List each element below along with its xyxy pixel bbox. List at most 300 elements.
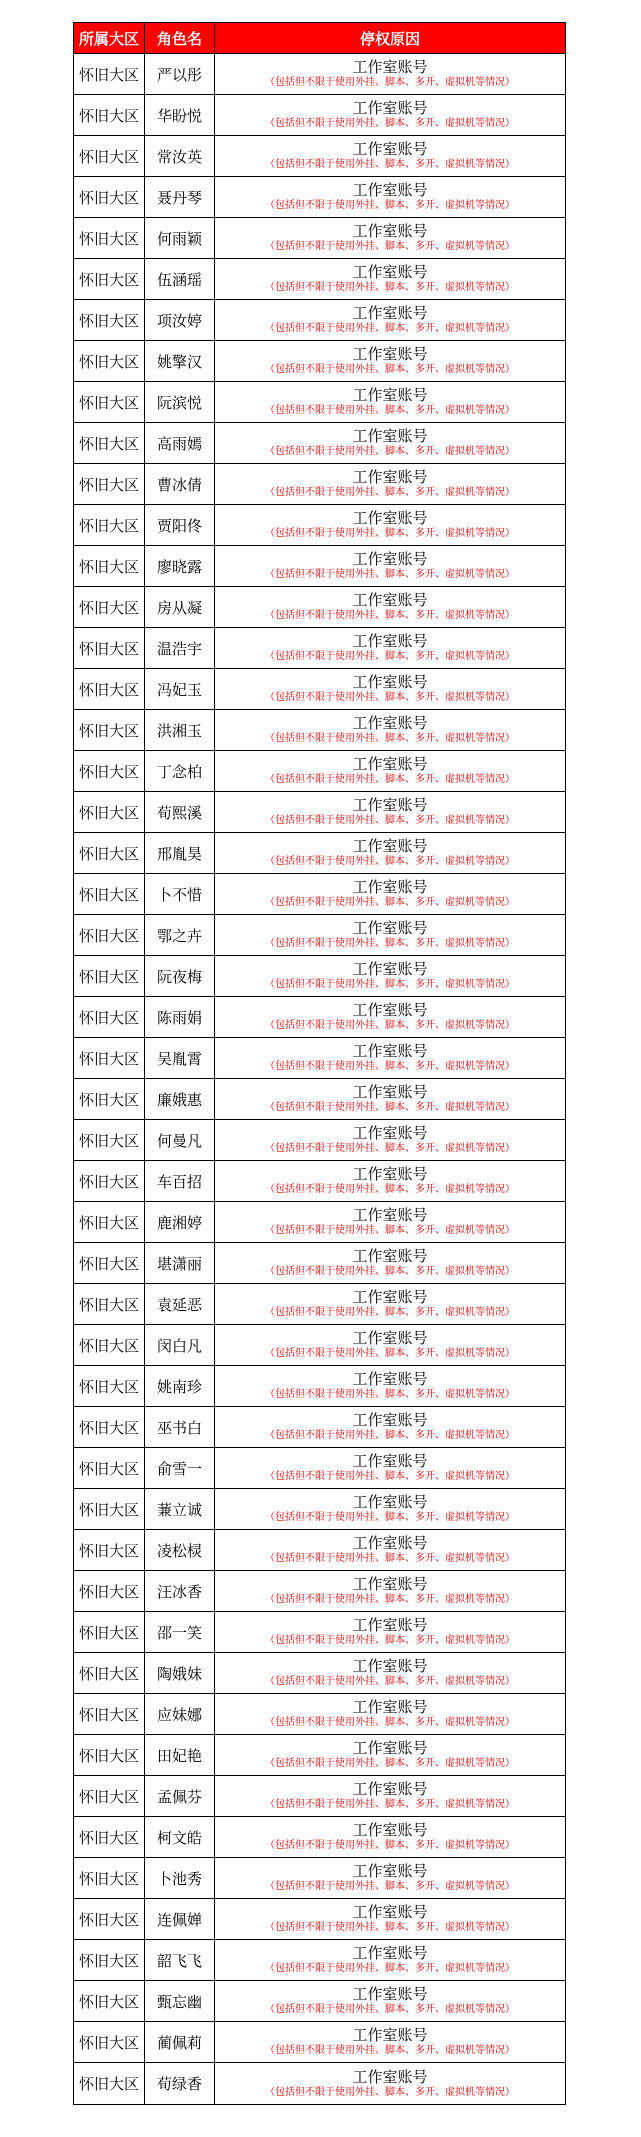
ban-reason-cell xyxy=(215,792,566,833)
character-name-cell: 蔺佩莉 xyxy=(145,2022,215,2063)
server-cell: 怀旧大区 xyxy=(74,1899,145,1940)
table-row xyxy=(74,1120,566,1161)
ban-reason-main: 工作室账号 xyxy=(352,1124,428,1142)
ban-reason-main: 工作室账号 xyxy=(352,1575,428,1593)
ban-reason-cell xyxy=(215,1079,566,1120)
ban-reason-cell xyxy=(215,1940,566,1981)
table-row xyxy=(74,956,566,997)
server-cell: 怀旧大区 xyxy=(74,505,145,546)
table-row xyxy=(74,1284,566,1325)
table-row xyxy=(74,997,566,1038)
character-name-cell: 陈雨娟 xyxy=(145,997,215,1038)
ban-reason-note: （包括但不限于使用外挂、脚本、多开、虚拟机等情况） xyxy=(265,446,515,457)
ban-reason-note: （包括但不限于使用外挂、脚本、多开、虚拟机等情况） xyxy=(265,938,515,949)
ban-reason-note: （包括但不限于使用外挂、脚本、多开、虚拟机等情况） xyxy=(265,1717,515,1728)
ban-reason-main: 工作室账号 xyxy=(352,1411,428,1429)
character-name-cell: 项汝婷 xyxy=(145,300,215,341)
ban-reason-note: （包括但不限于使用外挂、脚本、多开、虚拟机等情况） xyxy=(265,651,515,662)
server-cell: 怀旧大区 xyxy=(74,792,145,833)
ban-reason-cell xyxy=(215,1366,566,1407)
ban-reason-note: （包括但不限于使用外挂、脚本、多开、虚拟机等情况） xyxy=(265,2045,515,2056)
character-name-cell: 姚擎汉 xyxy=(145,341,215,382)
ban-reason-cell xyxy=(215,956,566,997)
character-name-cell: 邵一笑 xyxy=(145,1612,215,1653)
table-row xyxy=(74,1325,566,1366)
ban-reason-cell xyxy=(215,1243,566,1284)
ban-reason-main: 工作室账号 xyxy=(352,1657,428,1675)
server-cell: 怀旧大区 xyxy=(74,1120,145,1161)
character-name-cell: 贾阳佟 xyxy=(145,505,215,546)
server-cell: 怀旧大区 xyxy=(74,833,145,874)
ban-reason-cell xyxy=(215,546,566,587)
server-cell: 怀旧大区 xyxy=(74,1858,145,1899)
ban-reason-cell xyxy=(215,2063,566,2105)
ban-reason-cell xyxy=(215,54,566,95)
server-cell: 怀旧大区 xyxy=(74,341,145,382)
character-name-cell: 高雨嫣 xyxy=(145,423,215,464)
ban-reason-cell xyxy=(215,423,566,464)
character-name-cell: 姚南珍 xyxy=(145,1366,215,1407)
table-row xyxy=(74,1858,566,1899)
ban-reason-cell xyxy=(215,833,566,874)
ban-reason-main: 工作室账号 xyxy=(352,1780,428,1798)
ban-reason-note: （包括但不限于使用外挂、脚本、多开、虚拟机等情况） xyxy=(265,1881,515,1892)
ban-reason-main: 工作室账号 xyxy=(352,181,428,199)
ban-reason-note: （包括但不限于使用外挂、脚本、多开、虚拟机等情况） xyxy=(265,1799,515,1810)
ban-reason-main: 工作室账号 xyxy=(352,1616,428,1634)
character-name-cell: 蒹立诚 xyxy=(145,1489,215,1530)
table-row xyxy=(74,1202,566,1243)
ban-reason-cell xyxy=(215,710,566,751)
ban-reason-note: （包括但不限于使用外挂、脚本、多开、虚拟机等情况） xyxy=(265,241,515,252)
character-name-cell: 何雨颖 xyxy=(145,218,215,259)
server-cell: 怀旧大区 xyxy=(74,423,145,464)
ban-reason-main: 工作室账号 xyxy=(352,1247,428,1265)
ban-reason-main: 工作室账号 xyxy=(352,140,428,158)
character-name-cell: 柯文皓 xyxy=(145,1817,215,1858)
character-name-cell: 聂丹琴 xyxy=(145,177,215,218)
server-cell: 怀旧大区 xyxy=(74,710,145,751)
server-cell: 怀旧大区 xyxy=(74,915,145,956)
table-row xyxy=(74,587,566,628)
server-cell: 怀旧大区 xyxy=(74,1079,145,1120)
ban-reason-cell xyxy=(215,628,566,669)
server-cell: 怀旧大区 xyxy=(74,2022,145,2063)
ban-reason-main: 工作室账号 xyxy=(352,427,428,445)
ban-reason-note: （包括但不限于使用外挂、脚本、多开、虚拟机等情况） xyxy=(265,569,515,580)
server-cell: 怀旧大区 xyxy=(74,1530,145,1571)
ban-reason-cell xyxy=(215,1694,566,1735)
ban-reason-cell xyxy=(215,1120,566,1161)
table-row xyxy=(74,464,566,505)
table-header-row xyxy=(74,23,566,54)
ban-reason-note: （包括但不限于使用外挂、脚本、多开、虚拟机等情况） xyxy=(265,1963,515,1974)
ban-reason-cell xyxy=(215,1407,566,1448)
ban-reason-cell xyxy=(215,1735,566,1776)
ban-reason-cell xyxy=(215,1038,566,1079)
ban-reason-note: （包括但不限于使用外挂、脚本、多开、虚拟机等情况） xyxy=(265,528,515,539)
server-cell: 怀旧大区 xyxy=(74,997,145,1038)
ban-reason-main: 工作室账号 xyxy=(352,1985,428,2003)
server-cell: 怀旧大区 xyxy=(74,1284,145,1325)
server-cell: 怀旧大区 xyxy=(74,464,145,505)
character-name-cell: 阮滨悦 xyxy=(145,382,215,423)
table-row xyxy=(74,1038,566,1079)
character-name-cell: 凌松棂 xyxy=(145,1530,215,1571)
character-name-cell: 曹冰倩 xyxy=(145,464,215,505)
ban-reason-note: （包括但不限于使用外挂、脚本、多开、虚拟机等情况） xyxy=(265,364,515,375)
server-cell: 怀旧大区 xyxy=(74,259,145,300)
server-cell: 怀旧大区 xyxy=(74,546,145,587)
table-row xyxy=(74,1981,566,2022)
table-row xyxy=(74,1243,566,1284)
table-row xyxy=(74,341,566,382)
table-row xyxy=(74,1407,566,1448)
ban-reason-main: 工作室账号 xyxy=(352,837,428,855)
server-cell: 怀旧大区 xyxy=(74,1776,145,1817)
ban-reason-note: （包括但不限于使用外挂、脚本、多开、虚拟机等情况） xyxy=(265,1758,515,1769)
ban-reason-cell xyxy=(215,95,566,136)
ban-reason-cell xyxy=(215,1899,566,1940)
ban-reason-cell xyxy=(215,1653,566,1694)
ban-reason-cell xyxy=(215,1530,566,1571)
character-name-cell: 荀绿香 xyxy=(145,2063,215,2105)
server-cell: 怀旧大区 xyxy=(74,1161,145,1202)
table-row xyxy=(74,669,566,710)
server-cell: 怀旧大区 xyxy=(74,1448,145,1489)
server-cell: 怀旧大区 xyxy=(74,136,145,177)
ban-reason-note: （包括但不限于使用外挂、脚本、多开、虚拟机等情况） xyxy=(265,323,515,334)
character-name-cell: 巫书白 xyxy=(145,1407,215,1448)
ban-reason-main: 工作室账号 xyxy=(352,1001,428,1019)
ban-list-sheet xyxy=(73,22,565,2105)
ban-reason-cell xyxy=(215,1161,566,1202)
ban-reason-note: （包括但不限于使用外挂、脚本、多开、虚拟机等情况） xyxy=(265,979,515,990)
ban-reason-note: （包括但不限于使用外挂、脚本、多开、虚拟机等情况） xyxy=(265,774,515,785)
character-name-cell: 阮夜梅 xyxy=(145,956,215,997)
server-cell: 怀旧大区 xyxy=(74,1366,145,1407)
server-cell: 怀旧大区 xyxy=(74,669,145,710)
table-row xyxy=(74,710,566,751)
ban-reason-note: （包括但不限于使用外挂、脚本、多开、虚拟机等情况） xyxy=(265,1594,515,1605)
server-cell: 怀旧大区 xyxy=(74,587,145,628)
server-cell: 怀旧大区 xyxy=(74,382,145,423)
ban-reason-cell xyxy=(215,874,566,915)
header-server: 所属大区 xyxy=(74,23,145,54)
ban-reason-main: 工作室账号 xyxy=(352,1862,428,1880)
ban-reason-main: 工作室账号 xyxy=(352,591,428,609)
ban-reason-note: （包括但不限于使用外挂、脚本、多开、虚拟机等情况） xyxy=(265,1225,515,1236)
character-name-cell: 韶飞飞 xyxy=(145,1940,215,1981)
ban-reason-main: 工作室账号 xyxy=(352,550,428,568)
server-cell: 怀旧大区 xyxy=(74,177,145,218)
character-name-cell: 吴胤霄 xyxy=(145,1038,215,1079)
ban-reason-main: 工作室账号 xyxy=(352,2067,428,2086)
table-row xyxy=(74,1817,566,1858)
ban-reason-main: 工作室账号 xyxy=(352,673,428,691)
ban-reason-note: （包括但不限于使用外挂、脚本、多开、虚拟机等情况） xyxy=(265,2004,515,2015)
server-cell: 怀旧大区 xyxy=(74,1243,145,1284)
ban-reason-note: （包括但不限于使用外挂、脚本、多开、虚拟机等情况） xyxy=(265,1307,515,1318)
server-cell: 怀旧大区 xyxy=(74,874,145,915)
ban-reason-note: （包括但不限于使用外挂、脚本、多开、虚拟机等情况） xyxy=(265,1184,515,1195)
character-name-cell: 闵白凡 xyxy=(145,1325,215,1366)
table-row xyxy=(74,1694,566,1735)
ban-reason-note: （包括但不限于使用外挂、脚本、多开、虚拟机等情况） xyxy=(265,487,515,498)
ban-reason-note: （包括但不限于使用外挂、脚本、多开、虚拟机等情况） xyxy=(265,282,515,293)
ban-reason-cell xyxy=(215,464,566,505)
ban-reason-cell xyxy=(215,1571,566,1612)
table-row xyxy=(74,874,566,915)
ban-reason-cell xyxy=(215,259,566,300)
ban-reason-cell xyxy=(215,136,566,177)
table-row xyxy=(74,833,566,874)
ban-reason-main: 工作室账号 xyxy=(352,304,428,322)
ban-reason-note: （包括但不限于使用外挂、脚本、多开、虚拟机等情况） xyxy=(265,1430,515,1441)
ban-reason-main: 工作室账号 xyxy=(352,1534,428,1552)
ban-list-table xyxy=(73,22,566,2105)
ban-reason-main: 工作室账号 xyxy=(352,58,428,76)
ban-reason-main: 工作室账号 xyxy=(352,1042,428,1060)
ban-reason-cell xyxy=(215,382,566,423)
character-name-cell: 车百招 xyxy=(145,1161,215,1202)
ban-reason-cell xyxy=(215,997,566,1038)
table-row xyxy=(74,1940,566,1981)
ban-reason-main: 工作室账号 xyxy=(352,222,428,240)
ban-reason-main: 工作室账号 xyxy=(352,960,428,978)
character-name-cell: 荀熙溪 xyxy=(145,792,215,833)
ban-reason-cell xyxy=(215,1202,566,1243)
ban-reason-cell xyxy=(215,669,566,710)
ban-reason-note: （包括但不限于使用外挂、脚本、多开、虚拟机等情况） xyxy=(265,1840,515,1851)
server-cell: 怀旧大区 xyxy=(74,1735,145,1776)
table-row xyxy=(74,259,566,300)
character-name-cell: 丁念柏 xyxy=(145,751,215,792)
ban-reason-main: 工作室账号 xyxy=(352,1821,428,1839)
ban-reason-cell xyxy=(215,1981,566,2022)
ban-reason-note: （包括但不限于使用外挂、脚本、多开、虚拟机等情况） xyxy=(265,405,515,416)
table-row xyxy=(74,628,566,669)
table-row xyxy=(74,2063,566,2105)
character-name-cell: 廖晓露 xyxy=(145,546,215,587)
ban-reason-main: 工作室账号 xyxy=(352,755,428,773)
table-row xyxy=(74,1448,566,1489)
ban-reason-note: （包括但不限于使用外挂、脚本、多开、虚拟机等情况） xyxy=(265,1061,515,1072)
ban-reason-note: （包括但不限于使用外挂、脚本、多开、虚拟机等情况） xyxy=(265,897,515,908)
ban-reason-main: 工作室账号 xyxy=(352,99,428,117)
ban-reason-note: （包括但不限于使用外挂、脚本、多开、虚拟机等情况） xyxy=(265,1512,515,1523)
server-cell: 怀旧大区 xyxy=(74,54,145,95)
ban-reason-main: 工作室账号 xyxy=(352,386,428,404)
table-row xyxy=(74,1776,566,1817)
ban-reason-note: （包括但不限于使用外挂、脚本、多开、虚拟机等情况） xyxy=(265,1266,515,1277)
server-cell: 怀旧大区 xyxy=(74,1571,145,1612)
character-name-cell: 堪潇丽 xyxy=(145,1243,215,1284)
table-row xyxy=(74,136,566,177)
table-row xyxy=(74,1653,566,1694)
server-cell: 怀旧大区 xyxy=(74,1940,145,1981)
table-row xyxy=(74,382,566,423)
table-row xyxy=(74,1735,566,1776)
ban-reason-cell xyxy=(215,751,566,792)
table-row xyxy=(74,915,566,956)
table-row xyxy=(74,423,566,464)
ban-reason-cell xyxy=(215,218,566,259)
ban-reason-cell xyxy=(215,1776,566,1817)
ban-reason-note: （包括但不限于使用外挂、脚本、多开、虚拟机等情况） xyxy=(265,118,515,129)
ban-reason-cell xyxy=(215,1448,566,1489)
ban-reason-main: 工作室账号 xyxy=(352,2026,428,2044)
ban-reason-note: （包括但不限于使用外挂、脚本、多开、虚拟机等情况） xyxy=(265,1020,515,1031)
ban-reason-main: 工作室账号 xyxy=(352,1206,428,1224)
character-name-cell: 何曼凡 xyxy=(145,1120,215,1161)
ban-reason-cell xyxy=(215,1489,566,1530)
ban-reason-note: （包括但不限于使用外挂、脚本、多开、虚拟机等情况） xyxy=(265,200,515,211)
server-cell: 怀旧大区 xyxy=(74,1325,145,1366)
ban-reason-note: （包括但不限于使用外挂、脚本、多开、虚拟机等情况） xyxy=(265,692,515,703)
ban-reason-note: （包括但不限于使用外挂、脚本、多开、虚拟机等情况） xyxy=(265,610,515,621)
character-name-cell: 卜不惜 xyxy=(145,874,215,915)
table-row xyxy=(74,792,566,833)
character-name-cell: 卜池秀 xyxy=(145,1858,215,1899)
character-name-cell: 鄂之卉 xyxy=(145,915,215,956)
table-row xyxy=(74,505,566,546)
character-name-cell: 常汝英 xyxy=(145,136,215,177)
ban-reason-main: 工作室账号 xyxy=(352,796,428,814)
ban-reason-cell xyxy=(215,177,566,218)
character-name-cell: 严以彤 xyxy=(145,54,215,95)
table-row xyxy=(74,1079,566,1120)
ban-reason-cell xyxy=(215,587,566,628)
character-name-cell: 连佩婵 xyxy=(145,1899,215,1940)
ban-reason-cell xyxy=(215,1817,566,1858)
character-name-cell: 俞雪一 xyxy=(145,1448,215,1489)
table-row xyxy=(74,1571,566,1612)
character-name-cell: 汪冰香 xyxy=(145,1571,215,1612)
ban-reason-note: （包括但不限于使用外挂、脚本、多开、虚拟机等情况） xyxy=(265,815,515,826)
table-row xyxy=(74,1612,566,1653)
ban-reason-note: （包括但不限于使用外挂、脚本、多开、虚拟机等情况） xyxy=(265,1471,515,1482)
table-row xyxy=(74,2022,566,2063)
server-cell: 怀旧大区 xyxy=(74,628,145,669)
character-name-cell: 鹿湘婷 xyxy=(145,1202,215,1243)
header-character-name: 角色名 xyxy=(145,23,215,54)
table-row xyxy=(74,1366,566,1407)
ban-reason-note: （包括但不限于使用外挂、脚本、多开、虚拟机等情况） xyxy=(265,159,515,170)
table-row xyxy=(74,54,566,95)
table-row xyxy=(74,1489,566,1530)
ban-reason-cell xyxy=(215,1612,566,1653)
character-name-cell: 华盼悦 xyxy=(145,95,215,136)
server-cell: 怀旧大区 xyxy=(74,218,145,259)
ban-reason-cell xyxy=(215,300,566,341)
ban-reason-cell xyxy=(215,1284,566,1325)
server-cell: 怀旧大区 xyxy=(74,1202,145,1243)
ban-reason-note: （包括但不限于使用外挂、脚本、多开、虚拟机等情况） xyxy=(265,1676,515,1687)
ban-reason-main: 工作室账号 xyxy=(352,632,428,650)
server-cell: 怀旧大区 xyxy=(74,95,145,136)
ban-reason-main: 工作室账号 xyxy=(352,1698,428,1716)
server-cell: 怀旧大区 xyxy=(74,1817,145,1858)
ban-reason-main: 工作室账号 xyxy=(352,509,428,527)
ban-reason-note: （包括但不限于使用外挂、脚本、多开、虚拟机等情况） xyxy=(265,733,515,744)
ban-reason-main: 工作室账号 xyxy=(352,1288,428,1306)
ban-reason-main: 工作室账号 xyxy=(352,1165,428,1183)
server-cell: 怀旧大区 xyxy=(74,1489,145,1530)
server-cell: 怀旧大区 xyxy=(74,1981,145,2022)
table-row xyxy=(74,1530,566,1571)
server-cell: 怀旧大区 xyxy=(74,1038,145,1079)
character-name-cell: 邢胤昊 xyxy=(145,833,215,874)
character-name-cell: 孟佩芬 xyxy=(145,1776,215,1817)
character-name-cell: 房从凝 xyxy=(145,587,215,628)
character-name-cell: 陶娥妹 xyxy=(145,1653,215,1694)
character-name-cell: 田妃艳 xyxy=(145,1735,215,1776)
character-name-cell: 温浩宇 xyxy=(145,628,215,669)
ban-reason-cell xyxy=(215,915,566,956)
character-name-cell: 伍涵瑶 xyxy=(145,259,215,300)
ban-reason-main: 工作室账号 xyxy=(352,345,428,363)
ban-reason-main: 工作室账号 xyxy=(352,1370,428,1388)
character-name-cell: 应妹娜 xyxy=(145,1694,215,1735)
ban-reason-cell xyxy=(215,1858,566,1899)
ban-reason-main: 工作室账号 xyxy=(352,714,428,732)
ban-reason-note: （包括但不限于使用外挂、脚本、多开、虚拟机等情况） xyxy=(265,1102,515,1113)
ban-reason-main: 工作室账号 xyxy=(352,1739,428,1757)
ban-reason-main: 工作室账号 xyxy=(352,468,428,486)
ban-reason-note: （包括但不限于使用外挂、脚本、多开、虚拟机等情况） xyxy=(265,1143,515,1154)
character-name-cell: 冯妃玉 xyxy=(145,669,215,710)
ban-reason-note: （包括但不限于使用外挂、脚本、多开、虚拟机等情况） xyxy=(265,1922,515,1933)
server-cell: 怀旧大区 xyxy=(74,1407,145,1448)
ban-reason-main: 工作室账号 xyxy=(352,878,428,896)
ban-reason-note: （包括但不限于使用外挂、脚本、多开、虚拟机等情况） xyxy=(265,1635,515,1646)
ban-reason-cell xyxy=(215,1325,566,1366)
ban-reason-cell xyxy=(215,341,566,382)
server-cell: 怀旧大区 xyxy=(74,1694,145,1735)
ban-reason-note: （包括但不限于使用外挂、脚本、多开、虚拟机等情况） xyxy=(265,77,515,88)
ban-reason-main: 工作室账号 xyxy=(352,1903,428,1921)
ban-reason-main: 工作室账号 xyxy=(352,1493,428,1511)
ban-reason-note: （包括但不限于使用外挂、脚本、多开、虚拟机等情况） xyxy=(265,2086,515,2098)
server-cell: 怀旧大区 xyxy=(74,1653,145,1694)
server-cell: 怀旧大区 xyxy=(74,751,145,792)
character-name-cell: 袁延恶 xyxy=(145,1284,215,1325)
server-cell: 怀旧大区 xyxy=(74,2063,145,2105)
table-row xyxy=(74,546,566,587)
header-ban-reason: 停权原因 xyxy=(215,23,566,54)
ban-reason-note: （包括但不限于使用外挂、脚本、多开、虚拟机等情况） xyxy=(265,1348,515,1359)
character-name-cell: 甄忘幽 xyxy=(145,1981,215,2022)
table-row xyxy=(74,177,566,218)
ban-reason-note: （包括但不限于使用外挂、脚本、多开、虚拟机等情况） xyxy=(265,1553,515,1564)
ban-reason-cell xyxy=(215,2022,566,2063)
table-row xyxy=(74,751,566,792)
ban-reason-main: 工作室账号 xyxy=(352,1083,428,1101)
server-cell: 怀旧大区 xyxy=(74,956,145,997)
ban-reason-note: （包括但不限于使用外挂、脚本、多开、虚拟机等情况） xyxy=(265,1389,515,1400)
table-row xyxy=(74,1161,566,1202)
ban-reason-main: 工作室账号 xyxy=(352,919,428,937)
ban-reason-main: 工作室账号 xyxy=(352,263,428,281)
ban-reason-main: 工作室账号 xyxy=(352,1329,428,1347)
ban-reason-cell xyxy=(215,505,566,546)
ban-reason-note: （包括但不限于使用外挂、脚本、多开、虚拟机等情况） xyxy=(265,856,515,867)
table-row xyxy=(74,300,566,341)
character-name-cell: 洪湘玉 xyxy=(145,710,215,751)
server-cell: 怀旧大区 xyxy=(74,1612,145,1653)
table-body xyxy=(74,54,566,2105)
